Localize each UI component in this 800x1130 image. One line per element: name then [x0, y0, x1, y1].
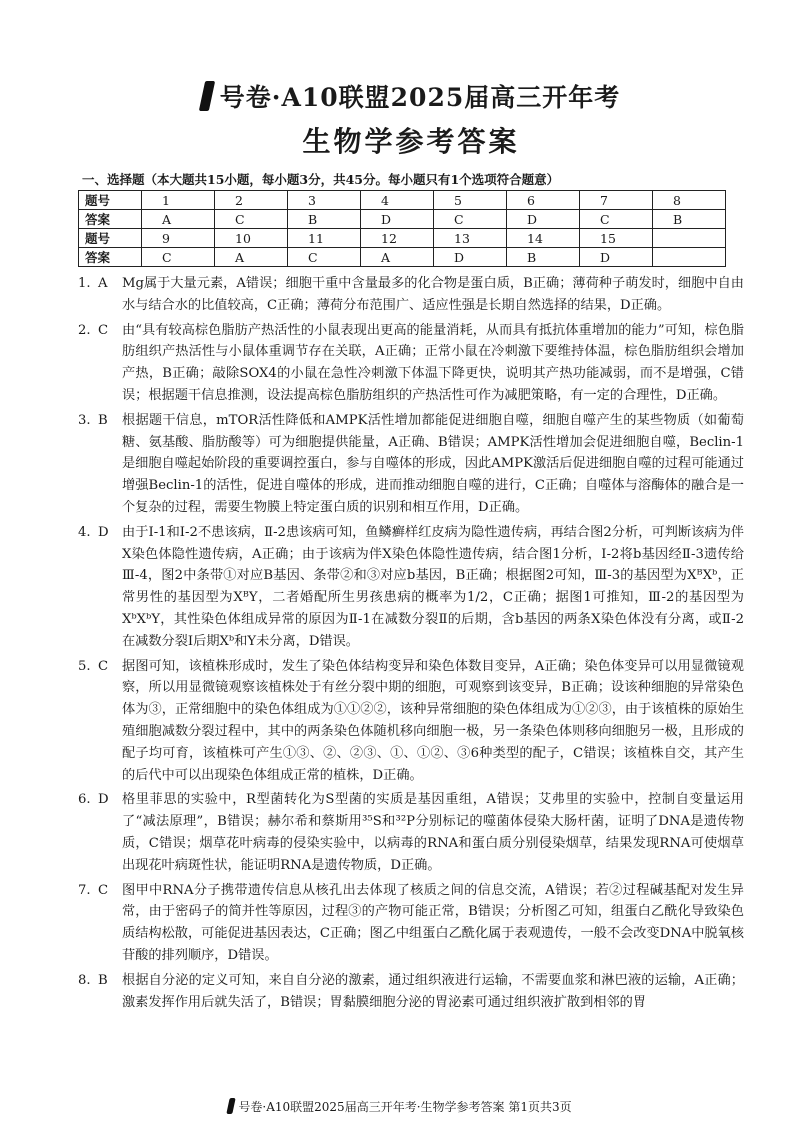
- table-cell: B: [507, 248, 580, 267]
- explanation-item: [78, 320, 744, 407]
- explanation-text: 格里菲思的实验中，R型菌转化为S型菌的实质是基因重组，A错误；艾弗里的实验中，控制自变量运用了“减法原理”，B错误；赫尔希和蔡斯用³⁵S和³²P分别标记的噬菌体侵染大肠杆菌，证明了DNA是遗传物质，C错误；烟草花叶病毒的侵染实验中，以病毒的RNA和蛋白质分别侵染烟草，结果发现RNA可使烟草出现花叶病斑性状，能证明RNA是遗传物质，D正确。: [122, 792, 744, 873]
- page-subtitle: 生物学参考答案: [302, 125, 520, 158]
- explanation-item: [78, 522, 744, 653]
- row-label: 题号: [79, 229, 142, 248]
- answer-table: [78, 190, 726, 267]
- table-cell: 7: [580, 191, 653, 210]
- table-cell: C: [288, 248, 361, 267]
- brand-name: 号卷: [219, 83, 272, 112]
- table-cell: [653, 248, 726, 267]
- brand-logo-icon: [227, 1098, 236, 1114]
- row-label: 题号: [79, 191, 142, 210]
- explanation-text: 根据自分泌的定义可知，来自自分泌的激素，通过组织液进行运输，不需要血浆和淋巴液的运输，A正确；激素发挥作用后就失活了，B错误；胃黏膜细胞分泌的胃泌素可通过组织液扩散到相邻的胃: [122, 972, 744, 1010]
- section-heading: 一、选择题（本大题共15小题，每小题3分，共45分。每小题只有1个选项符合题意）: [82, 172, 560, 187]
- exam-title: [78, 78, 744, 114]
- explanation-text: 据图可知，该植株形成时，发生了染色体结构变异和染色体数目变异，A正确；染色体变异可以用显微镜观察，所以用显微镜观察该植株处于有丝分裂中期的细胞，可观察到该变异，B正确；设该种细胞的异常染色体为③，正常细胞中的染色体组成为①①②②，该种异常细胞的染色体组成为①②③，由于该植株的原始生殖细胞减数分裂过程中，其中的两条染色体随机移向细胞一极，另一条染色体则移向细胞另一极，且形成的配子均可育，该植株可产生①③、②、②③、①、①②、③6种类型的配子，C错误；该植株自交，其产生的后代中可以出现染色体组成正常的植株，D正确。: [122, 658, 744, 783]
- explanation-item: [78, 410, 744, 519]
- question-answer: D: [98, 792, 109, 808]
- explanation-text: 根据题干信息，mTOR活性降低和AMPK活性增加都能促进细胞自噬，细胞自噬产生的某些物质（如葡萄糖、氨基酸、脂肪酸等）可为细胞提供能量，A正确、B错误；AMPK活性增加会促进细胞自噬，Beclin-1是细胞自噬起始阶段的重要调控蛋白，参与自噬体的形成，因此AMPK激活后促进细胞自噬的过程可能通过增强Beclin-1的活性，促进自噬体的形成，进而推动细胞自噬的进行，C正确；自噬体与溶酶体的融合是一个复杂的过程，需要生物膜上特定蛋白质的识别和相互作用，D正确。: [122, 412, 744, 515]
- table-cell: 5: [434, 191, 507, 210]
- explanation-text: 图甲中RNA分子携带遗传信息从核孔出去体现了核质之间的信息交流，A错误；若②过程碱基配对发生异常，由于密码子的简并性等原因，过程③的产物可能正常，B错误；分析图乙可知，组蛋白乙酰化导致染色质结构松散，可能促进基因表达，C正确；图乙中组蛋白乙酰化属于表观遗传，一般不会改变DNA中脱氧核苷酸的排列顺序，D错误。: [122, 882, 744, 963]
- question-number: 7.: [78, 882, 91, 898]
- row-label: 答案: [79, 210, 142, 229]
- question-number: 5.: [78, 658, 91, 674]
- question-answer: D: [98, 524, 109, 540]
- explanation-item: [78, 789, 744, 876]
- table-cell: 8: [653, 191, 726, 210]
- question-answer: C: [98, 658, 109, 674]
- question-number: 1.: [78, 276, 91, 291]
- explanation-item: [78, 656, 744, 787]
- explanation-item: [78, 880, 744, 967]
- question-answer: C: [98, 882, 109, 898]
- footer-text: ·A10联盟2025届高三开年考·生物学参考答案 第1页共3页: [262, 1100, 572, 1114]
- table-row: [79, 210, 726, 229]
- question-answer: B: [98, 972, 108, 988]
- table-cell: 3: [288, 191, 361, 210]
- table-cell: C: [434, 210, 507, 229]
- table-row: [79, 229, 726, 248]
- table-cell: 14: [507, 229, 580, 248]
- explanation-item: [78, 273, 744, 317]
- explanation-text: Mg属于大量元素，A错误；细胞干重中含量最多的化合物是蛋白质，B正确；薄荷种子萌发时，细胞中自由水与结合水的比值较高，C正确；薄荷分布范围广、适应性强是长期自然选择的结果，D正确。: [122, 276, 744, 313]
- explanation-text: 由于Ⅰ-1和Ⅰ-2不患该病，Ⅱ-2患该病可知，鱼鳞癣样红皮病为隐性遗传病，再结合图2分析，可判断该病为伴X染色体隐性遗传病，A正确；由于该病为伴X染色体隐性遗传病，结合图1分析，Ⅰ-2将b基因经Ⅱ-3遗传给Ⅲ-4，图2中条带①对应B基因、条带②和③对应b基因，B正确；根据图2可知，Ⅲ-3的基因型为XᴮXᵇ，正常男性的基因型为XᴮY，二者婚配所生男孩患病的概率为1/2，C正确；据图1可推知，Ⅲ-2的基因型为XᵇXᵇY，其性染色体组成异常的原因为Ⅱ-1在减数分裂Ⅱ的后期，含b基因的两条X染色体没有分离，或Ⅱ-2在减数分裂Ⅰ后期Xᵇ和Y未分离，D错误。: [122, 524, 744, 649]
- table-row: [79, 248, 726, 267]
- explanation-item: [78, 970, 744, 1014]
- table-cell: 11: [288, 229, 361, 248]
- table-cell: A: [361, 248, 434, 267]
- table-cell: D: [434, 248, 507, 267]
- question-answer: C: [98, 322, 109, 338]
- table-cell: 15: [580, 229, 653, 248]
- table-cell: C: [142, 248, 215, 267]
- question-number: 4.: [78, 524, 91, 540]
- table-cell: [653, 229, 726, 248]
- page-footer: [0, 1098, 800, 1115]
- table-cell: A: [142, 210, 215, 229]
- table-cell: 13: [434, 229, 507, 248]
- table-cell: B: [288, 210, 361, 229]
- explanation-text: 由“具有较高棕色脂肪产热活性的小鼠表现出更高的能量消耗，从而具有抵抗体重增加的能力”可知，棕色脂肪组织产热活性与小鼠体重调节存在关联，A正确；正常小鼠在冷刺激下要维持体温，棕色脂肪组织会增加产热，B正确；敲除SOX4的小鼠在急性冷刺激下体温下降更快，说明其产热功能减弱，而不是增强，C错误；根据题干信息推测，设法提高棕色脂肪组织的产热活性可作为减肥策略，有一定的合理性，D正确。: [122, 322, 744, 403]
- table-cell: 2: [215, 191, 288, 210]
- exam-title-text: ·A10联盟2025届高三开年考: [271, 83, 621, 112]
- table-cell: B: [653, 210, 726, 229]
- table-cell: C: [215, 210, 288, 229]
- question-number: 3.: [78, 412, 91, 428]
- table-cell: 9: [142, 229, 215, 248]
- question-answer: A: [98, 276, 108, 291]
- table-cell: C: [580, 210, 653, 229]
- table-cell: 6: [507, 191, 580, 210]
- table-cell: 12: [361, 229, 434, 248]
- table-cell: A: [215, 248, 288, 267]
- table-cell: 4: [361, 191, 434, 210]
- brand-logo-icon: [199, 81, 215, 111]
- question-number: 2.: [78, 322, 91, 338]
- explanations: [78, 273, 744, 1013]
- table-cell: 1: [142, 191, 215, 210]
- question-number: 8.: [78, 972, 91, 988]
- question-answer: B: [98, 412, 108, 428]
- table-row: [79, 191, 726, 210]
- table-cell: D: [361, 210, 434, 229]
- table-cell: D: [580, 248, 653, 267]
- footer-brand: 号卷: [238, 1100, 263, 1114]
- table-cell: D: [507, 210, 580, 229]
- question-number: 6.: [78, 792, 91, 808]
- row-label: 答案: [79, 248, 142, 267]
- table-cell: 10: [215, 229, 288, 248]
